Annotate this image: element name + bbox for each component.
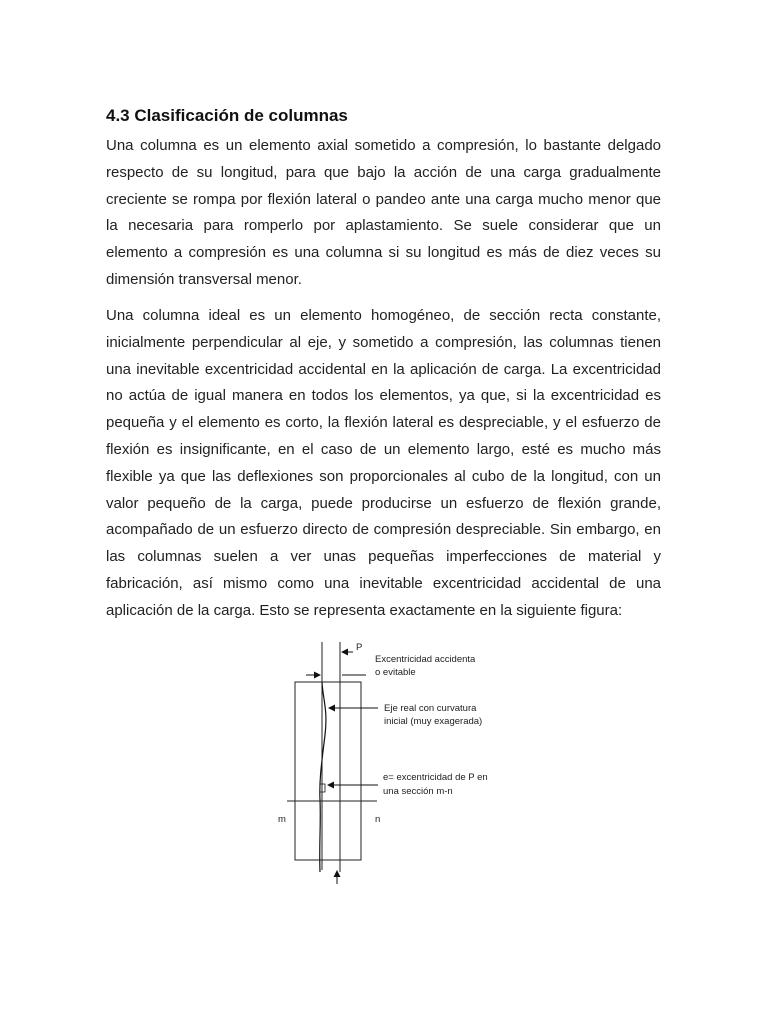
section-mark-m: m <box>278 814 286 825</box>
paragraph-1: Una columna es un elemento axial sometido a compresión, lo bastante delgado respecto de su longitud, para que bajo la acción de una carga gradualmente creciente se rompa por flexión lateral o pandeo ante una carga mucho menor que la necesaria para romperlo por aplastamiento. Se suele considerar que un elemento a compresión es una columna si su longitud es más de diez veces su dimensión transversal menor. <box>106 137 661 288</box>
section-mark-n: n <box>375 814 381 825</box>
real-axis-label-line-1: Eje real con curvatura <box>384 703 477 714</box>
real-curved-axis <box>320 682 326 872</box>
eccentricity-label-line-1: Excentricidad accidenta <box>375 654 476 665</box>
section-label-line-1: e= excentricidad de P en <box>383 772 488 783</box>
section-title: 4.3 Clasificación de columnas <box>106 106 348 125</box>
section-label-line-2: una sección m-n <box>383 786 453 797</box>
paragraph-2: Una columna ideal es un elemento homogéneo, de sección recta constante, inicialmente perpendicular al eje, y sometido a compresión, las columnas tienen una inevitable excentricidad accidental en la aplicación de carga. La excentricidad no actúa de igual manera en todos los elementos, ya que, si la excentricidad es pequeña y el elemento es corto, la flexión lateral es despreciable, y el esfuerzo de flexión es insignificante, en el caso de un elemento largo, esté es mucho más flexible ya que las deflexiones son proporcionales al cubo de la longitud, con un valor pequeño de la carga, puede producirse un esfuerzo de flexión grande, acompañado de un esfuerzo directo de compresión despreciable. Sin embargo, en las columnas suelen a ver unas pequeñas imperfecciones de material y fabricación, así mismo como una inevitable excentricidad accidental de una aplicación de la carga. Esto se representa exactamente en la siguiente figura: <box>106 307 661 619</box>
column-eccentricity-figure <box>270 640 510 885</box>
eccentricity-label-line-2: o evitable <box>375 667 416 678</box>
column-outline <box>295 682 361 860</box>
load-label: P <box>356 642 363 653</box>
real-axis-label-line-2: inicial (muy exagerada) <box>384 716 483 727</box>
